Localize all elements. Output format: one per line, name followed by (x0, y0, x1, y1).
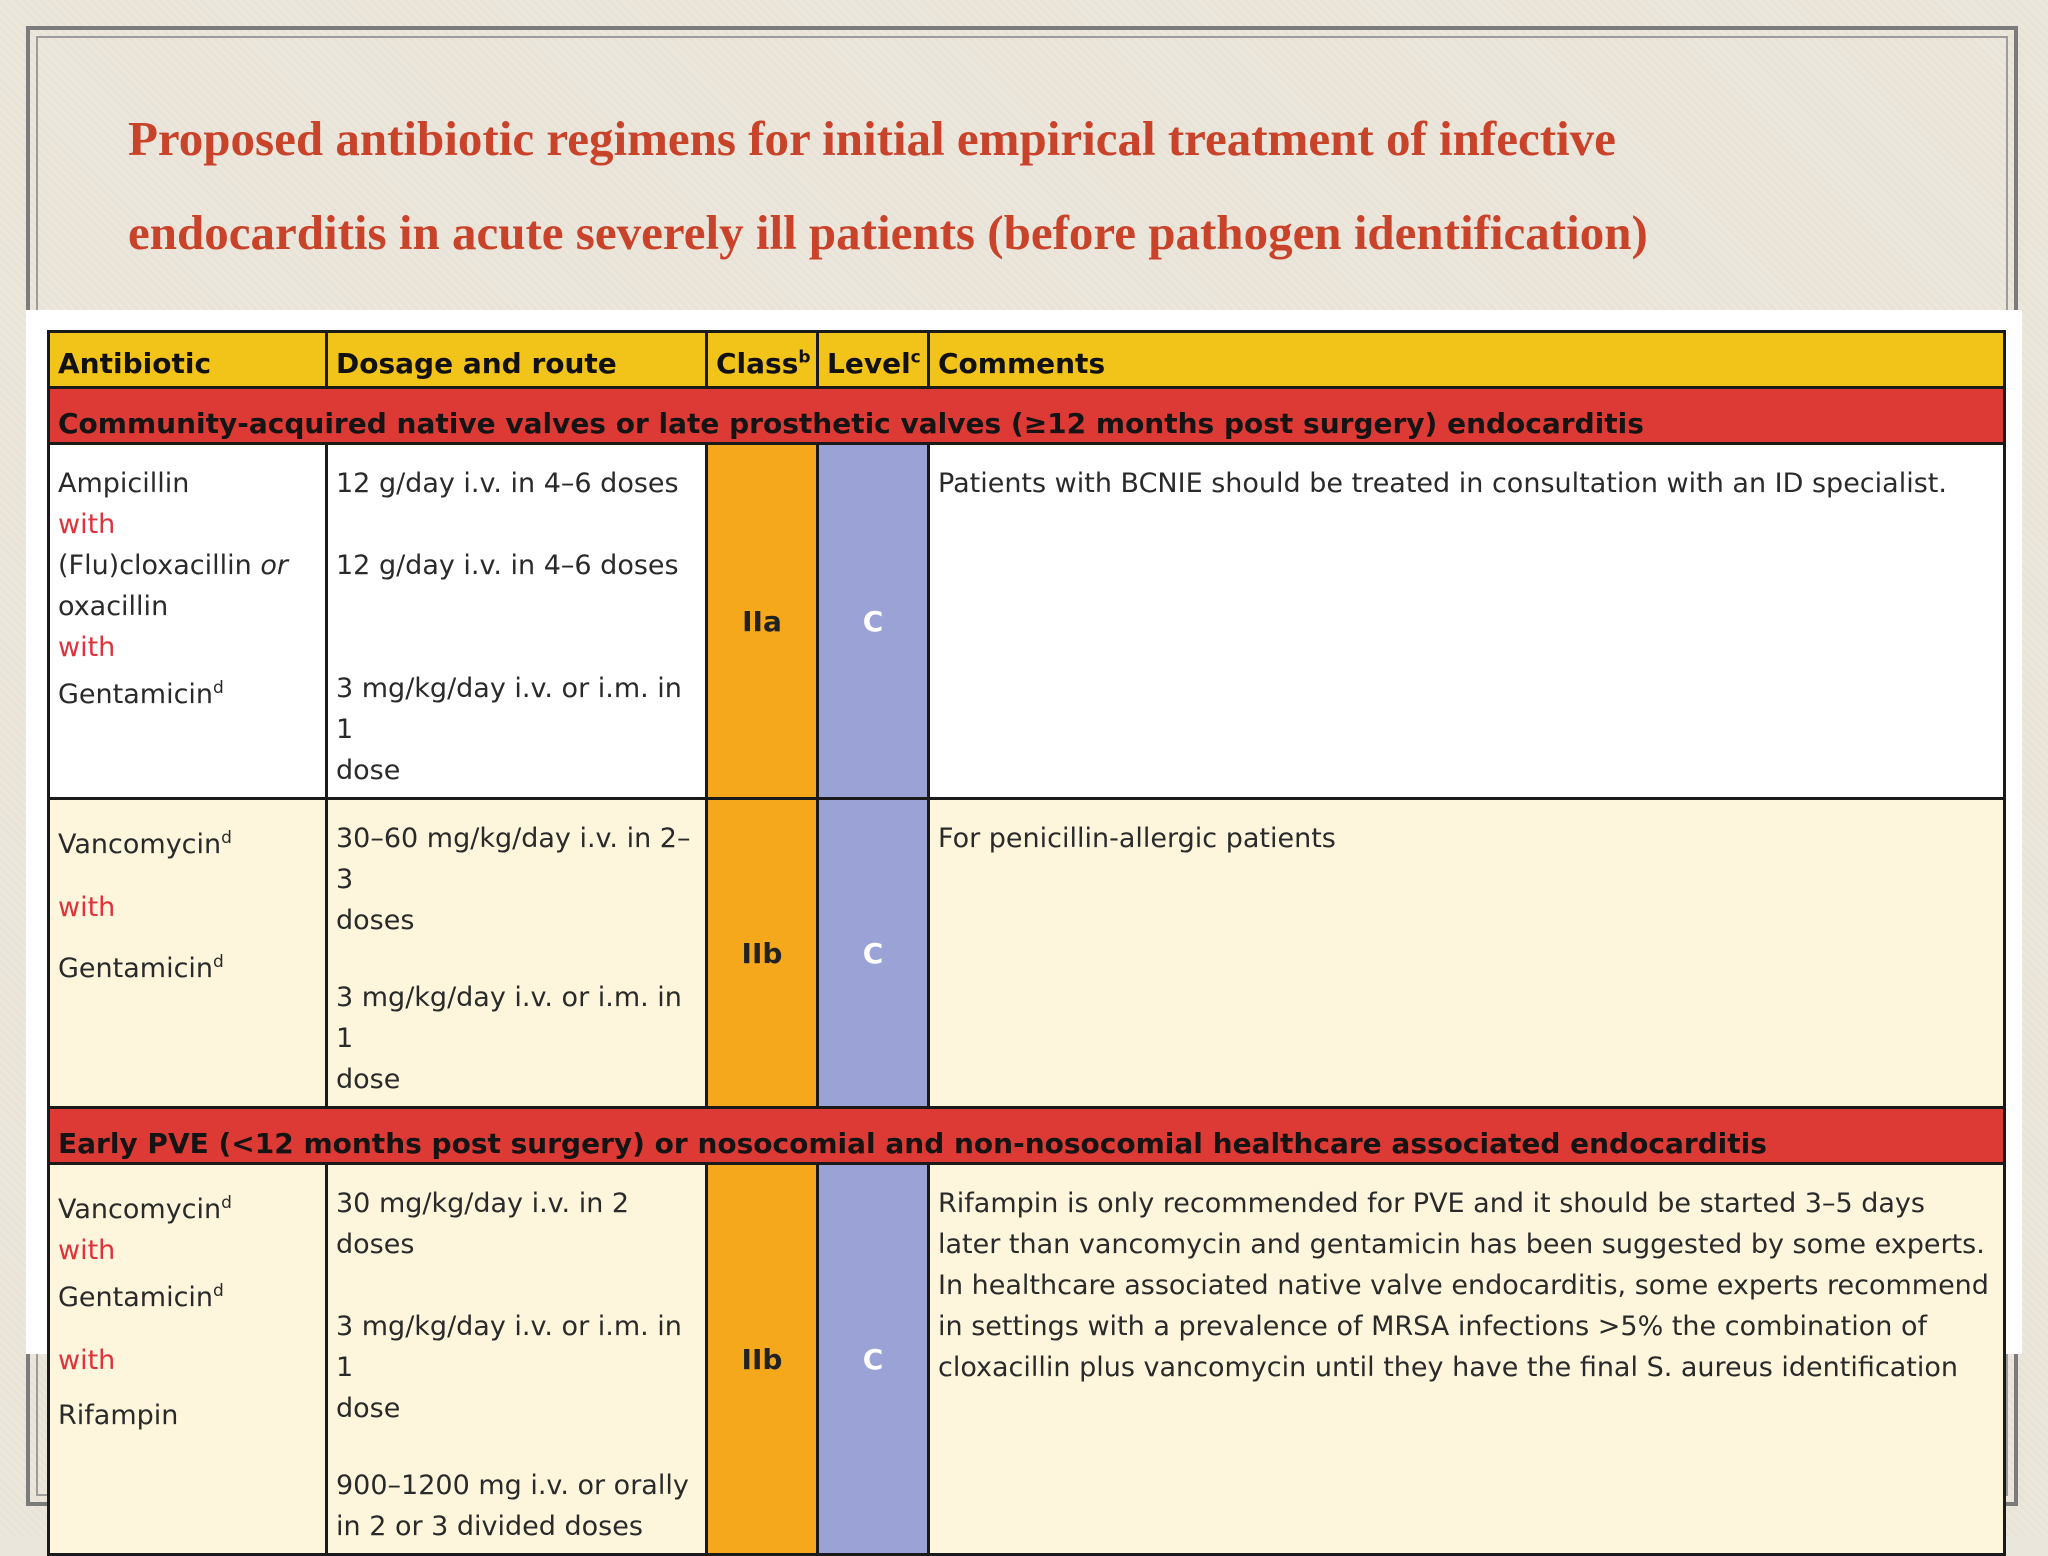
or-label: or (260, 550, 288, 581)
dosage-cell-group2 (327, 799, 707, 1108)
spacer (336, 1429, 697, 1465)
section-row-early-pve (49, 1108, 2005, 1164)
dose-rifampin-line2: in 2 or 3 divided doses (336, 1511, 643, 1542)
dose-gentamicin-line1: 3 mg/kg/day i.v. or i.m. in 1 (336, 982, 682, 1054)
header-class (707, 332, 818, 388)
drug-vancomycin-sup: d (221, 828, 232, 848)
with-label: with (58, 509, 116, 540)
drug-gentamicin-sup: d (213, 678, 224, 698)
spacer (336, 627, 697, 668)
dose-vancomycin-line1: 30–60 mg/kg/day i.v. in 2–3 (336, 823, 691, 895)
drug-gentamicin-sup: d (213, 952, 224, 972)
header-level-label: Level (827, 347, 911, 380)
level-cell-group1: C (818, 444, 929, 799)
dose-gentamicin-line1: 3 mg/kg/day i.v. or i.m. in 1 (336, 673, 682, 745)
header-comments: Comments (929, 332, 2005, 388)
table-row-group2 (49, 799, 2005, 1108)
drug-gentamicin-name: Gentamicin (58, 953, 214, 984)
header-antibiotic: Antibiotic (49, 332, 327, 388)
dose-gentamicin-line2: dose (336, 1064, 401, 1095)
section-row-community (49, 388, 2005, 444)
table-row-group3 (49, 1164, 2005, 1555)
dose-flucloxacillin: 12 g/day i.v. in 4–6 doses (336, 550, 679, 581)
class-cell-group3: IIb (707, 1164, 818, 1555)
slide-title-line1: Proposed antibiotic regimens for initial empirical treatment of infective (128, 111, 1616, 166)
header-level (818, 332, 929, 388)
drug-vancomycin-name: Vancomycin (58, 1194, 222, 1225)
drug-flucloxacillin (58, 545, 317, 586)
drug-flucloxacillin-name: (Flu)cloxacillin (58, 550, 252, 581)
dose-gentamicin-line2: dose (336, 755, 401, 786)
drug-ampicillin: Ampicillin (58, 468, 190, 499)
drug-oxacillin: oxacillin (58, 591, 169, 622)
section-title-early-pve: Early PVE (<12 months post surgery) or nosocomial and non-nosocomial healthcare associated endocarditis (49, 1108, 2005, 1164)
drug-gentamicin-name: Gentamicin (58, 679, 214, 710)
spacer (336, 1265, 697, 1306)
with-label: with (58, 1235, 116, 1266)
table-row-group1 (49, 444, 2005, 799)
drug-vancomycin-sup: d (221, 1193, 232, 1213)
header-class-sup: b (798, 347, 811, 368)
spacer (58, 1381, 317, 1395)
dosage-cell-group1 (327, 444, 707, 799)
header-level-sup: c (910, 347, 921, 368)
drug-vancomycin (58, 818, 317, 865)
class-cell-group2: IIb (707, 799, 818, 1108)
dose-rifampin-line1: 900–1200 mg i.v. or orally (336, 1470, 689, 1501)
comment-cell-group1: Patients with BCNIE should be treated in consultation with an ID specialist. (929, 444, 2005, 799)
drug-gentamicin (58, 668, 317, 715)
level-cell-group2: C (818, 799, 929, 1108)
dose-ampicillin: 12 g/day i.v. in 4–6 doses (336, 468, 679, 499)
with-label: with (58, 632, 116, 663)
with-label: with (58, 1345, 116, 1376)
antibiotic-cell-group1 (49, 444, 327, 799)
header-class-label: Class (716, 347, 799, 380)
spacer (58, 1318, 317, 1340)
section-title-community: Community-acquired native valves or late prosthetic valves (≥12 months post surgery) endocarditis (49, 388, 2005, 444)
with-label: with (58, 892, 116, 923)
spacer (336, 504, 697, 545)
drug-rifampin: Rifampin (58, 1400, 179, 1431)
dose-gentamicin-line2: dose (336, 1393, 401, 1424)
drug-vancomycin-name: Vancomycin (58, 829, 222, 860)
dose-vancomycin-line2: doses (336, 905, 415, 936)
spacer (58, 928, 317, 942)
drug-vancomycin (58, 1183, 317, 1230)
table-header-row (49, 332, 2005, 388)
slide-title (128, 92, 1948, 280)
class-cell-group1: IIa (707, 444, 818, 799)
spacer (336, 586, 697, 627)
slide-title-line2: endocarditis in acute severely ill patients (before pathogen identification) (128, 205, 1648, 260)
spacer (58, 865, 317, 887)
dosage-cell-group3 (327, 1164, 707, 1555)
antibiotic-regimen-table (47, 330, 2006, 1556)
antibiotic-cell-group2 (49, 799, 327, 1108)
comment-cell-group3: Rifampin is only recommended for PVE and it should be started 3–5 days later than vancomycin and gentamicin has been suggested by some experts. In healthcare associated native valve endocarditis, some experts recommend in settings with a prevalence of MRSA infections >5% the combination of cloxacillin plus vancomycin until they have the final S. aureus identification (929, 1164, 2005, 1555)
level-cell-group3: C (818, 1164, 929, 1555)
antibiotic-cell-group3 (49, 1164, 327, 1555)
dose-gentamicin-line1: 3 mg/kg/day i.v. or i.m. in 1 (336, 1311, 682, 1383)
drug-gentamicin (58, 1271, 317, 1318)
spacer (336, 941, 697, 977)
drug-gentamicin-sup: d (213, 1281, 224, 1301)
comment-cell-group2: For penicillin-allergic patients (929, 799, 2005, 1108)
drug-gentamicin-name: Gentamicin (58, 1282, 214, 1313)
drug-gentamicin (58, 942, 317, 989)
header-dosage: Dosage and route (327, 332, 707, 388)
dose-vancomycin: 30 mg/kg/day i.v. in 2 doses (336, 1188, 630, 1260)
